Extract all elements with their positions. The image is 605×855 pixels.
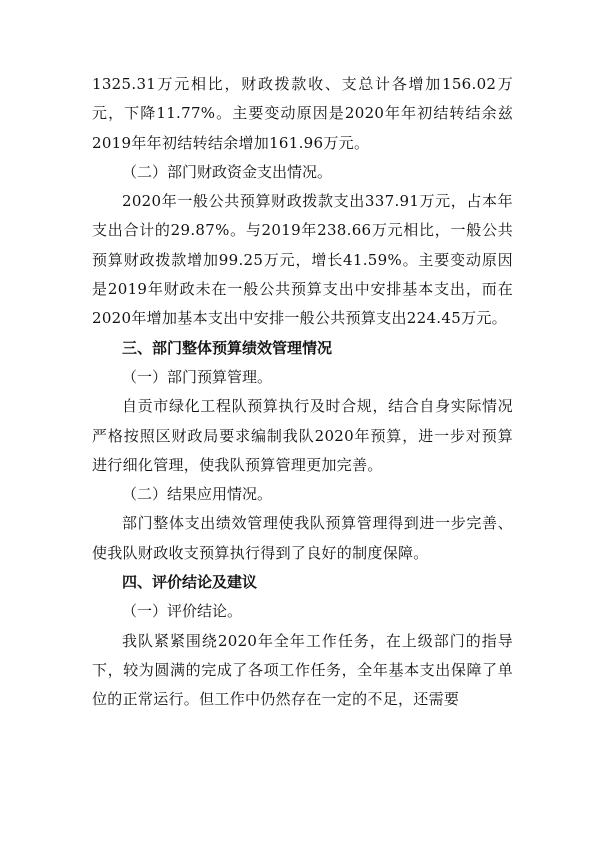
paragraph-result-application: 部门整体支出绩效管理使我队预算管理得到进一步完善、使我队财政收支预算执行得到了良好的制度保障。 bbox=[92, 514, 513, 562]
paragraph-budget-management: 自贡市绿化工程队预算执行及时合规，结合自身实际情况严格按照区财政局要求编制我队2020年预算，进一步对预算进行细化管理，使我队预算管理更加完善。 bbox=[92, 397, 513, 474]
subheading-evaluation-conclusion: （一）评价结论。 bbox=[122, 602, 243, 621]
paragraph-expenditure: 2020年一般公共预算财政拨款支出337.91万元，占本年支出合计的29.87%。与2019年238.66万元相比，一般公共预算财政拨款增加99.25万元，增长41.59%。主要变动原因是2019年财政未在一般公共预算支出中安排基本支出，而在2020年增加基本支出中安排一般公共预算支出224.45万元。 bbox=[92, 192, 513, 328]
paragraph-revenue-change: 1325.31万元相比，财政拨款收、支总计各增加156.02万元，下降11.77%。主要变动原因是2020年年初结转结余兹2019年年初结转结余增加161.96万元。 bbox=[92, 75, 513, 152]
heading-performance-management: 三、部门整体预算绩效管理情况 bbox=[122, 338, 333, 357]
heading-conclusion: 四、评价结论及建议 bbox=[122, 573, 258, 592]
subheading-result-application: （二）结果应用情况。 bbox=[122, 485, 273, 504]
subheading-budget-management: （一）部门预算管理。 bbox=[122, 367, 273, 386]
paragraph-evaluation-conclusion: 我队紧紧围绕2020年全年工作任务，在上级部门的指导下，较为圆满的完成了各项工作任务，全年基本支出保障了单位的正常运行。但工作中仍然存在一定的不足，还需要 bbox=[92, 631, 513, 709]
subheading-fund-expenditure: （二）部门财政资金支出情况。 bbox=[122, 162, 333, 181]
